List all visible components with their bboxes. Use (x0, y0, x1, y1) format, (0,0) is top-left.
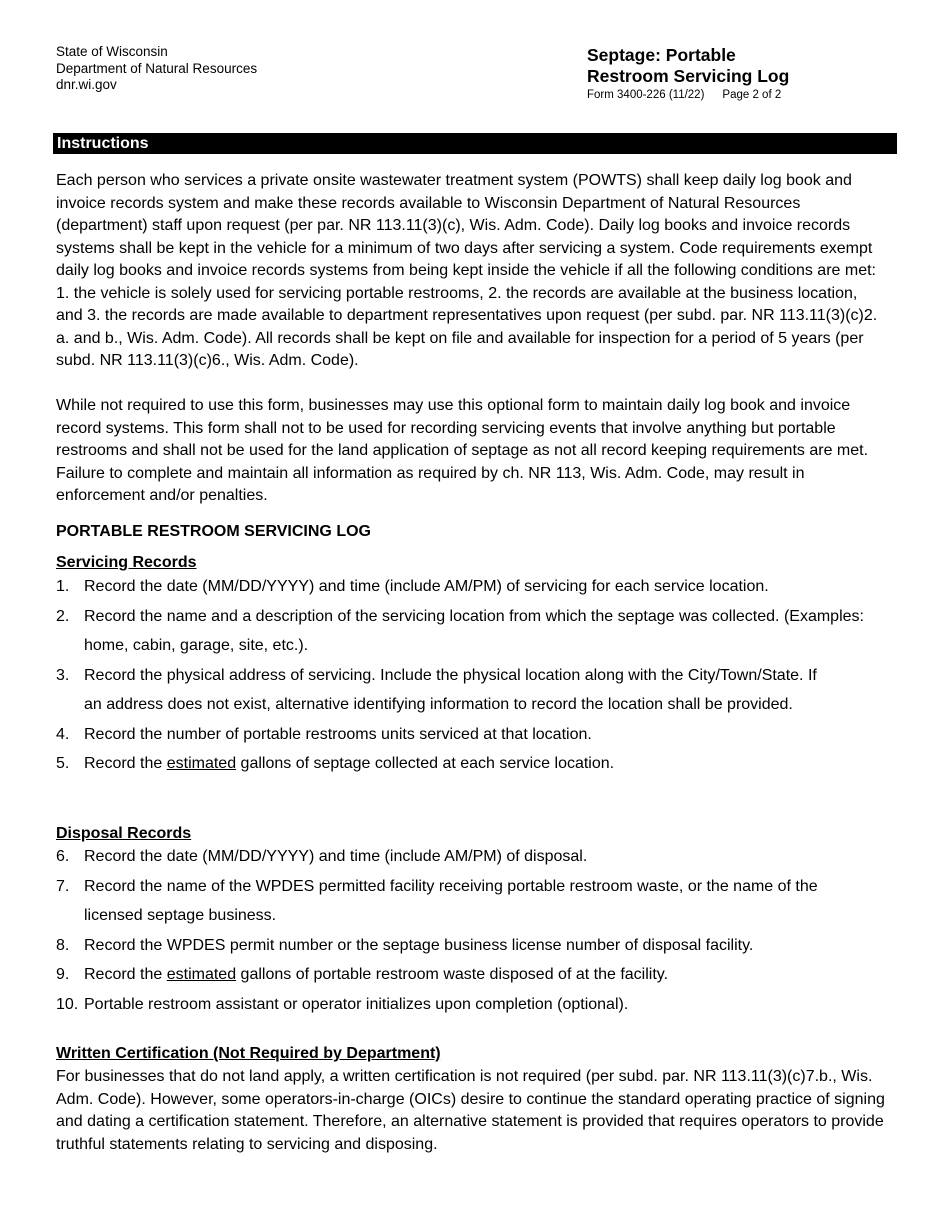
servicing-records-heading: Servicing Records (56, 554, 197, 571)
list-item (56, 720, 876, 750)
item-text-emphasis: estimated (166, 755, 237, 772)
item-number: 5. (56, 755, 70, 772)
item-number: 1. (56, 578, 70, 595)
agency-block (56, 44, 257, 94)
servicing-records-list (56, 572, 876, 779)
form-title-line1: Septage: Portable (587, 45, 736, 65)
list-item (56, 661, 876, 720)
list-item (56, 990, 876, 1020)
item-text: Record the date (MM/DD/YYYY) and time (include AM/PM) of servicing for each service location. (84, 578, 769, 595)
agency-website: dnr.wi.gov (56, 77, 117, 92)
agency-department: Department of Natural Resources (56, 60, 258, 76)
item-text: Portable restroom assistant or operator initializes upon completion (optional). (84, 995, 629, 1013)
list-item (56, 602, 876, 661)
form-title-line2: Restroom Servicing Log (587, 66, 790, 86)
item-number: 3. (56, 666, 70, 684)
list-item (56, 960, 876, 990)
item-text-post: gallons of portable restroom waste disposed of at the facility. (236, 966, 669, 983)
item-text: Record the name and a description of the servicing location from which the septage was collected. (Examples: home, cabin, garage, site, etc.). (84, 607, 864, 654)
list-item (56, 872, 876, 931)
page-number: Page 2 of 2 (722, 89, 782, 101)
instructions-paragraph-1: Each person who services a private onsite wastewater treatment system (POWTS) shall keep daily log book and invoice records system and make these records available to Wisconsin Department of Natural Resources (department) staff upon request (per par. NR 113.11(3)(c), Wis. Adm. Code). Daily log books and invoice records systems shall be kept in the vehicle for a minimum of two days after servicing a system. Code requirements exempt daily log books and invoice records systems from being kept inside the vehicle if all the following conditions are met: 1. the vehicle is solely used for servicing portable restrooms, 2. the records are available at the business location, and 3. the records are made available to department representatives upon request (per subd. par. NR 113.11(3)(c)2. a. and b., Wis. Adm. Code). All records shall be kept on file and available for inspection for a period of 5 years (per subd. NR 113.11(3)(c)6., Wis. Adm. Code). (56, 172, 878, 369)
item-text: Record the WPDES permit number or the septage business license number of disposal facility. (84, 936, 754, 954)
item-number: 8. (56, 936, 70, 954)
written-certification-heading: Written Certification (Not Required by Department) (56, 1045, 441, 1062)
instructions-paragraph-2: While not required to use this form, businesses may use this optional form to maintain daily log book and invoice record systems. This form shall not to be used for recording servicing events that involve anything but portable restrooms and shall not be used for the land application of septage as not all record keeping requirements are met. Failure to complete and maintain all information as required by ch. NR 113, Wis. Adm. Code, may result in enforcement and/or penalties. (56, 397, 869, 504)
list-item (56, 842, 876, 872)
form-title-block (587, 45, 789, 102)
item-text: Record the physical address of servicing. Include the physical location along with the City/Town/State. If an address does not exist, alternative identifying information to record the location shall be provided. (84, 666, 817, 713)
item-number: 6. (56, 848, 70, 865)
item-text-pre: Record the (84, 755, 167, 772)
instructions-heading-bar: Instructions (53, 133, 897, 154)
item-text-post: gallons of septage collected at each service location. (236, 755, 615, 772)
item-text: Record the date (MM/DD/YYYY) and time (include AM/PM) of disposal. (84, 848, 588, 865)
form-meta (587, 88, 789, 102)
item-number: 10. (56, 995, 79, 1013)
log-section-heading: PORTABLE RESTROOM SERVICING LOG (56, 523, 371, 540)
disposal-records-heading: Disposal Records (56, 825, 192, 842)
list-item (56, 572, 876, 602)
item-text-emphasis: estimated (166, 966, 237, 983)
item-number: 2. (56, 607, 70, 625)
written-certification-text: For businesses that do not land apply, a written certification is not required (per subd. par. NR 113.11(3)(c)7.b., Wis. Adm. Code). However, some operators-in-charge (OICs) desire to continue the standard operating practice of signing and dating a certification statement. Therefore, an alternative statement is provided that requires operators to provide truthful statements relating to servicing and disposing. (56, 1068, 885, 1153)
list-item (56, 931, 876, 961)
list-item (56, 749, 876, 779)
item-number: 9. (56, 966, 70, 983)
item-text: Record the name of the WPDES permitted facility receiving portable restroom waste, or the name of the licensed septage business. (84, 877, 818, 924)
item-number: 7. (56, 877, 70, 895)
form-number: Form 3400-226 (11/22) (587, 89, 705, 101)
item-text: Record the number of portable restrooms units serviced at that location. (84, 725, 592, 743)
agency-state: State of Wisconsin (56, 44, 168, 59)
item-text-pre: Record the (84, 966, 167, 983)
item-number: 4. (56, 725, 70, 743)
disposal-records-list (56, 842, 876, 1019)
